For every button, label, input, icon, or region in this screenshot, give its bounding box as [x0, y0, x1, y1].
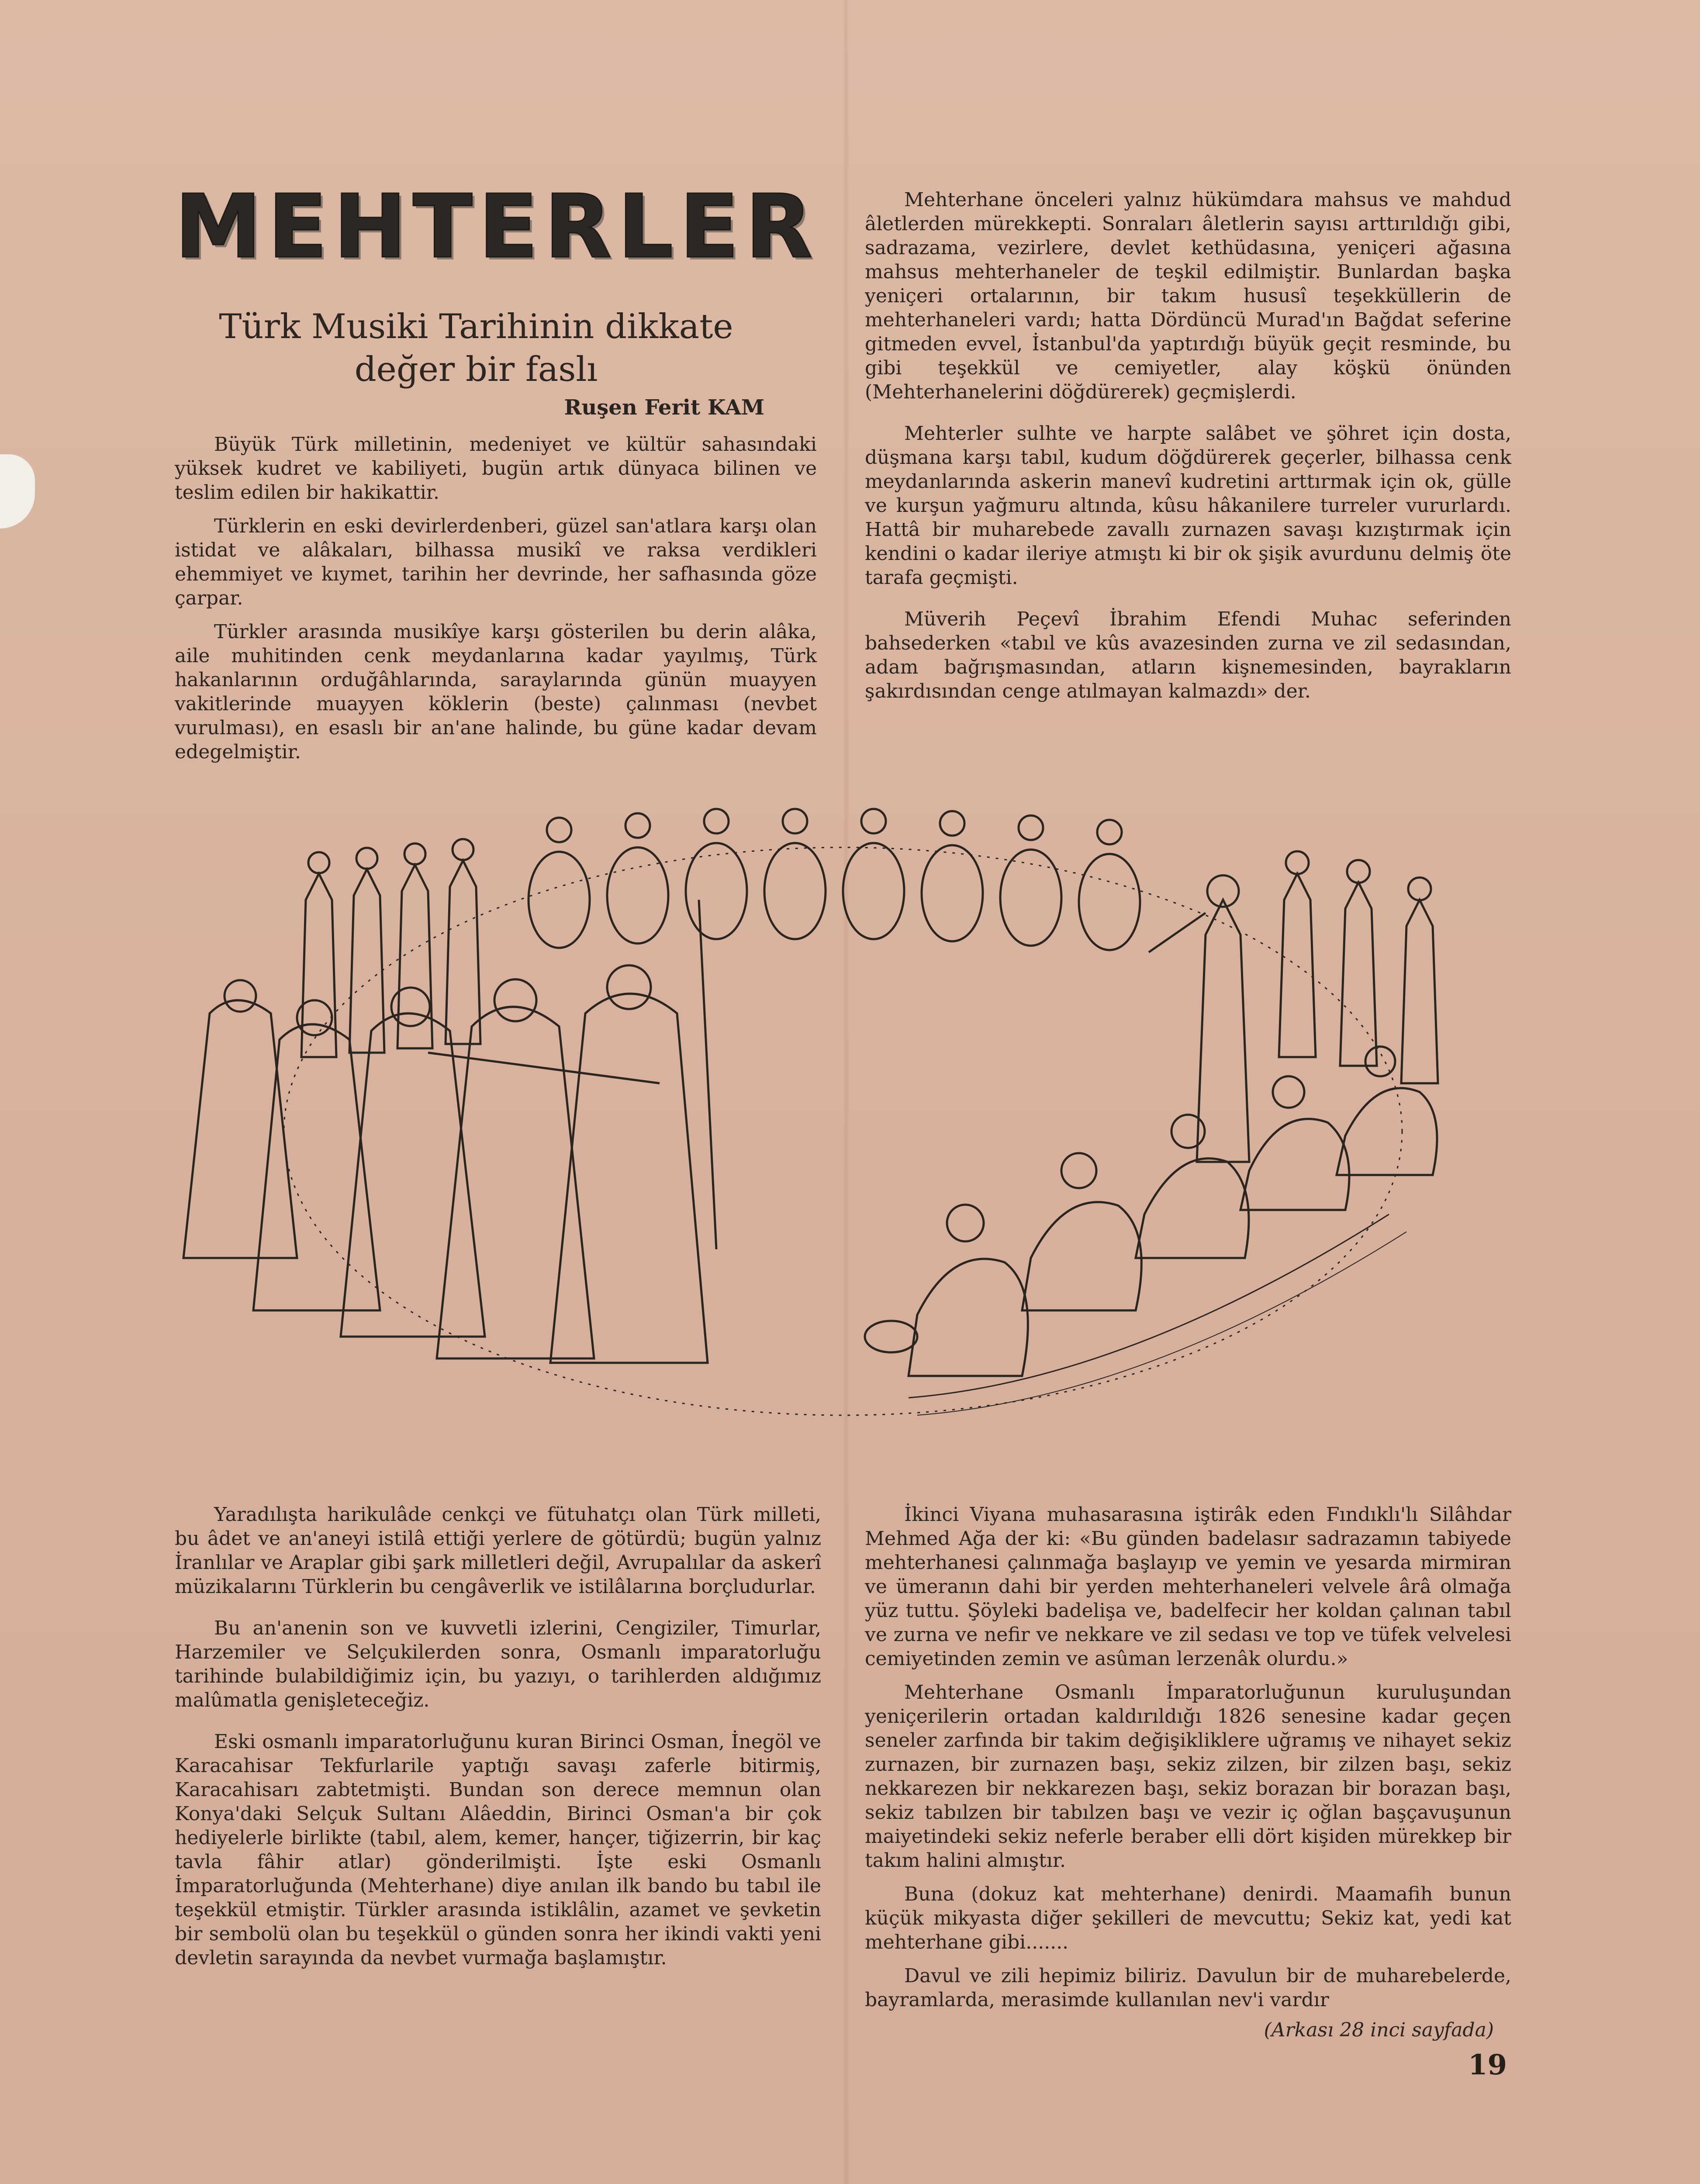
paragraph: Mehterler sulhte ve harpte salâbet ve şöhret için dosta, düşmana karşı tabıl, kudum döğdürerek geçerler, bilhassa cenk meydanlarında askerin manevî kudretini arttırmak için ok, gülle ve kurşun yağmuru altında, kûsu hâkanilere turreler vururlardı. Hattâ bir muharebede zavallı zurnazen savaşı kızıştırmak için kendini o kadar ileriye atmıştı ki bir ok şişik avurdunu delmiş öte tarafa geçmişti.	[865, 422, 1511, 589]
paragraph: Eski osmanlı imparatorluğunu kuran Birinci Osman, İnegöl ve Karacahisar Tekfurlarile yaptığı savaşı zaferle bitirmiş, Karacahisarı zabtetmişti. Bundan son derece memnun olan Konya'daki Selçuk Sultanı Alâeddin, Birinci Osman'a bir çok hediyelerle birlikte (tabıl, alem, kemer, hançer, tiğizerrin, bir kaç tavla fâhir atlar) gönderilmişti. İşte eski Osmanlı İmparatorluğunda (Mehterhane) diye anılan ilk bando bu tabıl ile teşekkül etmiştir. Türkler arasında istiklâlin, azamet ve şevketin bir sembolü olan bu teşekkül o günden sonra her ikindi vakti yeni devletin sarayında da nevbet vurmağa başlamıştır.	[175, 1731, 821, 1969]
column-left-bottom	[175, 1503, 821, 1980]
paragraph: Mehterhane önceleri yalnız hükümdara mahsus ve mahdud âletlerden mürekkepti. Sonraları âletlerin sayısı arttırıldığı gibi, sadrazama, vezirlere, devlet kethüdasına, yeniçeri ağasına mahsus mehterhaneler de teşkil edilmiştir. Bunlardan başka yeniçeri ortalarının, bir takım hususî teşekküllerin de mehterhaneleri vardı; hatta Dördüncü Murad'ın Bağdat seferine gitmeden evvel, İstanbul'da yaptırdığı büyük geçit resminde, bu gibi teşekkül ve cemiyetler, alay köşkü önünden (Mehterhanelerini döğdürerek) geçmişlerdi.	[865, 189, 1511, 403]
drummers	[529, 809, 1140, 950]
continued-note: (Arkası 28 inci sayfada)	[1264, 2019, 1494, 2041]
paragraph: Buna (dokuz kat mehterhane) denirdi. Maamafih bunun küçük mikyasta diğer şekilleri de mevcuttu; Sekiz kat, yedi kat mehterhane gibi.......	[865, 1883, 1511, 1953]
standing-musicians	[301, 839, 480, 1057]
page-number: 19	[1468, 2049, 1507, 2081]
article-subtitle: Türk Musiki Tarihinin dikkate değer bir faslı	[219, 307, 733, 389]
paragraph: Davul ve zili hepimiz biliriz. Davulun bir de muharebelerde, bayramlarda, merasimde kullanılan nev'i vardır	[865, 1965, 1511, 2011]
paragraph: İkinci Viyana muhasarasına iştirâk eden Fındıklı'lı Silâhdar Mehmed Ağa der ki: «Bu günden badelasır sadrazamın tabiyede mehterhanesi çalınmağa başlayıp ve yemin ve yesarda mirmiran ve ümeranın dahi bir yerden mehterhaneleri velvele ârâ olmağa yüz tuttu. Şöyleki badelişa ve, badelfecir her koldan çalınan tabıl ve zurna ve nefir ve nekkare ve zil sedası ve top ve tüfek velvelesi cemiyetinden zemin ve asûman lerzenâk olurdu.»	[865, 1503, 1511, 1670]
paragraph: Büyük Türk milletinin, medeniyet ve kültür sahasındaki yüksek kudret ve kabiliyeti, bugün artık dünyaca bilinen ve teslim edilen bir hakikattir.	[175, 433, 817, 504]
foreground-musicians	[183, 900, 716, 1363]
article-author: Ruşen Ferit KAM	[564, 395, 764, 420]
paragraph: Müverih Peçevî İbrahim Efendi Muhac seferinden bahsederken «tabıl ve kûs avazesinden zurna ve zil sedasından, adam bağrışmasından, atların kişnemesinden, bayrakların şakırdısından cenge atılmayan kalmazdı» der.	[865, 608, 1511, 702]
paragraph: Türklerin en eski devirlerdenberi, güzel san'atlara karşı olan istidat ve alâkaları, bilhassa musikî ve raksa verdikleri ehemmiyet ve kıymet, tarihin her devrinde, her safhasında göze çarpar.	[175, 515, 817, 609]
column-left-top	[175, 432, 817, 774]
column-right-top	[865, 188, 1511, 713]
seated-musicians	[865, 1047, 1437, 1376]
article-title: MEHTERLER	[175, 176, 819, 278]
column-right-bottom	[865, 1503, 1511, 2042]
paragraph: Türkler arasında musikîye karşı gösterilen bu derin alâka, aile muhitinden cenk meydanlarına kadar yayılmış, Türk hakanlarının orduğâhlarında, saraylarında günün muayyen vakitlerinde muayyen köklerin (beste) çalınması (nevbet vurulması), en esaslı bir an'ane halinde, bu güne kadar devam edegelmiştir.	[175, 621, 817, 763]
paragraph: Bu an'anenin son ve kuvvetli izlerini, Cengiziler, Timurlar, Harzemiler ve Selçukilerden sonra, Osmanlı imparatorluğu tarihinde bulabildiğimiz için, bu yazıyı, o tarihlerden aldığımız malûmatla genişleteceğiz.	[175, 1617, 821, 1711]
mehter-band-illustration	[166, 769, 1520, 1481]
paragraph: Yaradılışta harikulâde cenkçi ve fütuhatçı olan Türk milleti, bu âdet ve an'aneyi istilâ ettiği yerlere de götürdü; bugün yalnız İranlılar ve Araplar gibi şark milletleri değil, Avrupalılar da askerî müzikalarını Türklerin bu cengâverlik ve istilâlarına borçludurlar.	[175, 1503, 821, 1598]
paragraph: Mehterhane Osmanlı İmparatorluğunun kuruluşundan yeniçerilerin ortadan kaldırıldığı 1826 senesine kadar geçen seneler zarfında bir takim değişikliklere uğramış ve nihayet sekiz zurnazen, bir zurnazen başı, sekiz zilzen, bir zilzen başı, sekiz nekkarezen bir nekkarezen başı, sekiz borazan bir borazan başı, sekiz tabılzen bir tabılzen başı ve vezir iç oğlan başçavuşunun maiyetindeki sekiz neferle beraber elli dört kişiden mürekkep bir takım halini almıştır.	[865, 1681, 1511, 1872]
